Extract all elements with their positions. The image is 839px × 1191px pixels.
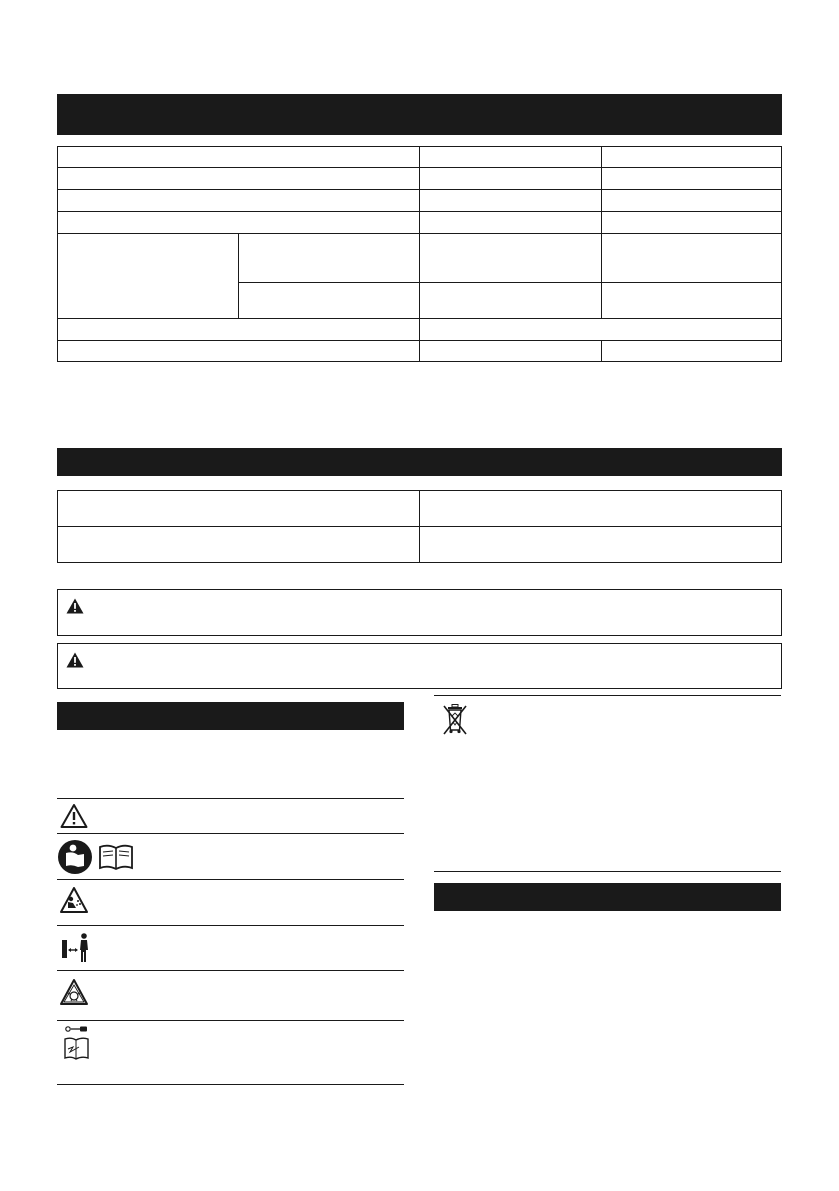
battery-row-2-value: [419, 526, 782, 563]
spec-row-3-value-a: [419, 189, 602, 212]
spec-row-5a-sublabel: [238, 233, 420, 283]
spec-row-6-value: [419, 318, 782, 341]
spec-row-7-value-b: [601, 340, 782, 362]
spec-row-1-label: [57, 146, 420, 168]
sharp-blade-warning-icon: [59, 978, 89, 1006]
warning-box-2: [57, 643, 782, 689]
spec-row-4-value-b: [601, 211, 782, 234]
symbols-divider: [57, 879, 404, 880]
symbols-header: [57, 702, 404, 730]
battery-row-2-label: [57, 526, 420, 563]
remove-key-manual-icon: [62, 1025, 94, 1063]
spec-row-5a-value-a: [419, 233, 602, 283]
intended-use-header: [434, 883, 781, 911]
spec-row-4-label: [57, 211, 420, 234]
spec-row-6-label: [57, 318, 420, 341]
battery-row-1-label: [57, 490, 420, 527]
symbols-divider: [57, 1084, 404, 1085]
caution-triangle-icon: [60, 803, 88, 829]
spec-row-5b-value-a: [419, 282, 602, 319]
spec-row-1-value-a: [419, 146, 602, 168]
spec-row-1-value-b: [601, 146, 782, 168]
spec-row-5b-value-b: [601, 282, 782, 319]
spec-row-5a-value-b: [601, 233, 782, 283]
spec-row-7-label: [57, 340, 420, 362]
disposal-divider-top: [434, 695, 781, 696]
specifications-header: [57, 94, 782, 135]
symbols-divider: [57, 798, 404, 799]
spec-row-2-value-b: [601, 167, 782, 190]
symbols-divider: [57, 925, 404, 926]
symbols-divider: [57, 970, 404, 971]
read-manual-icon: [56, 838, 146, 876]
flying-objects-warning-icon: [59, 886, 89, 914]
crossed-out-bin-icon: [440, 702, 470, 738]
spec-row-5-label: [57, 233, 239, 319]
disposal-divider-bottom: [434, 871, 781, 872]
warning-box-1: [57, 589, 782, 636]
spec-row-3-label: [57, 189, 420, 212]
symbols-divider: [57, 833, 404, 834]
spec-row-4-value-a: [419, 211, 602, 234]
spec-row-2-value-a: [419, 167, 602, 190]
warning-triangle-icon: [66, 598, 84, 614]
spec-row-2-label: [57, 167, 420, 190]
spec-row-3-value-b: [601, 189, 782, 212]
battery-row-1-value: [419, 490, 782, 527]
battery-header: [57, 448, 782, 476]
symbols-divider: [57, 1020, 404, 1021]
keep-distance-icon: [60, 930, 92, 964]
warning-triangle-icon: [66, 652, 84, 668]
spec-row-7-value-a: [419, 340, 602, 362]
spec-row-5b-sublabel: [238, 282, 420, 319]
